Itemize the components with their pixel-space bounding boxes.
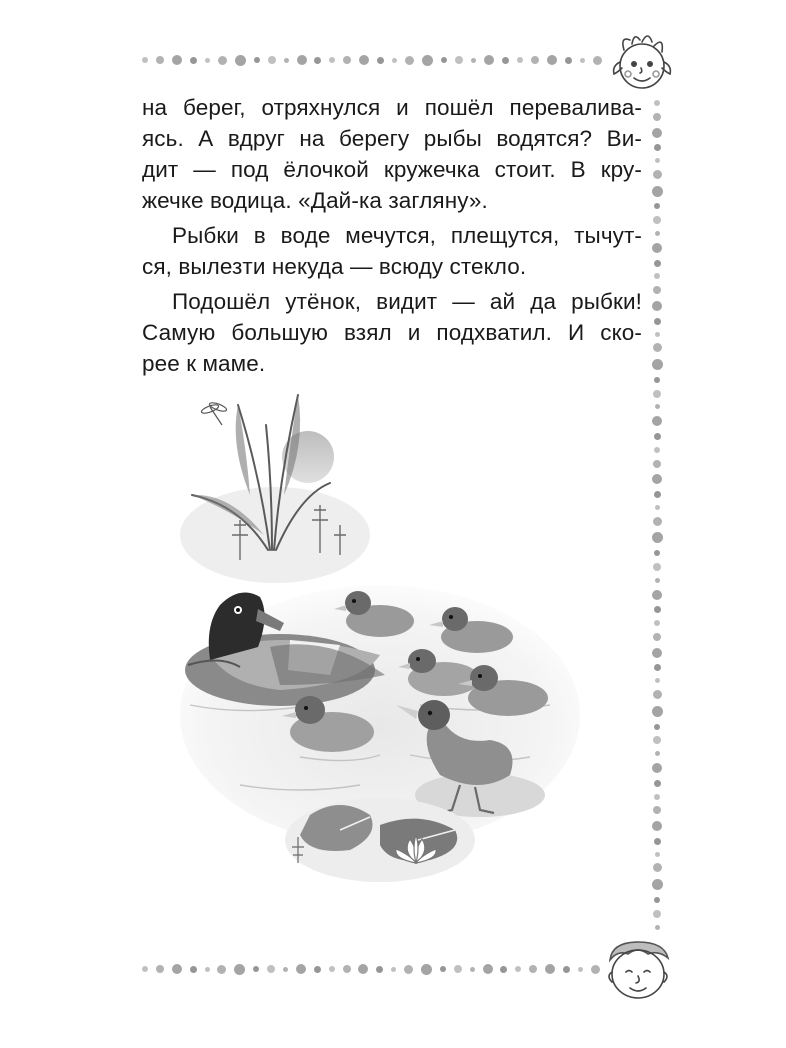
decor-dot [653,460,661,468]
decor-dot [653,690,662,699]
text-line: рее к маме. [142,351,266,376]
decor-dot [563,966,570,973]
decor-dot [545,964,555,974]
decor-dot [421,964,432,975]
decor-dot [314,966,321,973]
decor-dot [655,751,660,756]
decor-dot [471,58,476,63]
decor-dot [652,763,662,773]
decor-dot [500,966,507,973]
decor-dot [343,56,351,64]
decor-dot [205,967,210,972]
decor-dot [655,505,660,510]
decor-dot [283,967,288,972]
decor-dot [652,474,662,484]
decor-dot [565,57,572,64]
decor-dot [654,724,660,730]
decor-dot [217,965,226,974]
decor-dot [653,170,662,179]
decor-dot [234,964,245,975]
decor-dot [441,57,447,63]
decor-dot [267,965,275,973]
decor-dot [190,57,197,64]
decor-dot [218,56,227,65]
decor-dot [156,56,164,64]
decor-dot [652,590,662,600]
decor-dot [654,447,660,453]
decor-dot [205,58,210,63]
decor-dot [652,301,662,311]
decor-dot [654,203,660,209]
decor-dot [547,55,557,65]
decor-dot [652,532,663,543]
right-dotted-border [650,100,664,930]
decor-dot [654,838,661,845]
text-line: жечке водица. «Дай-ка загляну». [142,188,488,213]
decor-dot [580,58,585,63]
decor-dot [254,57,260,63]
decor-dot [653,736,661,744]
decor-dot [392,58,397,63]
decor-dot [653,863,662,872]
decor-dot [515,966,521,972]
decor-dot [654,433,661,440]
decor-dot [142,966,148,972]
decor-dot [529,965,537,973]
decor-dot [517,57,523,63]
decor-dot [377,57,384,64]
decor-dot [391,967,396,972]
decor-dot [652,706,663,717]
decor-dot [422,55,433,66]
decor-dot [484,55,494,65]
text-line: Подошёл утёнок, видит — ай да рыбки! [172,289,642,314]
decor-dot [654,550,660,556]
decor-dot [297,55,307,65]
decor-dot [593,56,602,65]
decor-dot [652,128,662,138]
decor-dot [654,100,660,106]
decor-dot [654,318,661,325]
decor-dot [172,55,182,65]
decor-dot [455,56,463,64]
text-line: Самую большую взял и подхватил. И ско- [142,320,642,345]
decor-dot [284,58,289,63]
decor-dot [531,56,539,64]
decor-dot [654,620,660,626]
text-line: ся, вылезти некуда — всюду стекло. [142,254,527,279]
decor-dot [652,243,662,253]
decor-dot [654,780,661,787]
decor-dot [172,964,182,974]
decor-dot [652,879,663,890]
decor-dot [653,390,661,398]
decor-dot [296,964,306,974]
top-dotted-border [142,53,602,67]
boy-face-icon [598,936,678,1008]
decor-dot [358,964,368,974]
paragraph-3 [142,286,642,379]
decor-dot [253,966,259,972]
decor-dot [440,966,446,972]
decor-dot [654,273,660,279]
story-text [142,92,642,379]
bottom-dotted-border [142,962,600,976]
decor-dot [156,965,164,973]
decor-dot [329,966,335,972]
girl-face-icon [610,28,674,98]
paragraph-1 [142,92,642,216]
decor-dot [653,910,661,918]
decor-dot [142,57,148,63]
decor-dot [343,965,351,973]
decor-dot [653,517,662,526]
decor-dot [653,286,661,294]
decor-dot [655,925,660,930]
decor-dot [652,648,662,658]
decor-dot [654,144,661,151]
decor-dot [652,416,662,426]
decor-dot [502,57,509,64]
decor-dot [578,967,583,972]
decor-dot [655,852,660,857]
text-line: дит — под ёлочкой кружечка стоит. В кру- [142,157,642,182]
decor-dot [653,113,661,121]
decor-dot [483,964,493,974]
decor-dot [654,606,661,613]
decor-dot [314,57,321,64]
decor-dot [654,377,660,383]
decor-dot [655,578,660,583]
decor-dot [235,55,246,66]
decor-dot [268,56,276,64]
decor-dot [329,57,335,63]
decor-dot [653,563,661,571]
decor-dot [655,231,660,236]
decor-dot [655,678,660,683]
decor-dot [359,55,369,65]
decor-dot [654,664,661,671]
decor-dot [655,332,660,337]
decor-dot [653,806,661,814]
decor-dot [653,633,661,641]
decor-dot [454,965,462,973]
decor-dot [652,359,663,370]
decor-dot [654,491,661,498]
decor-dot [470,967,475,972]
decor-dot [404,965,413,974]
decor-dot [655,158,660,163]
decor-dot [653,216,661,224]
decor-dot [654,897,660,903]
decor-dot [654,260,661,267]
text-line: Рыбки в воде мечутся, плещутся, тычут- [172,223,642,248]
text-line: ясь. А вдруг на берегу рыбы водятся? Ви- [142,126,642,151]
paragraph-2 [142,220,642,282]
decor-dot [652,821,662,831]
decor-dot [376,966,383,973]
decor-dot [405,56,414,65]
decor-dot [655,404,660,409]
decor-dot [653,343,662,352]
text-line: на берег, отряхнулся и пошёл перевалива- [142,95,642,120]
decor-dot [652,186,663,197]
decor-dot [654,794,660,800]
decor-dot [190,966,197,973]
duck-with-ducklings-icon [180,385,580,905]
